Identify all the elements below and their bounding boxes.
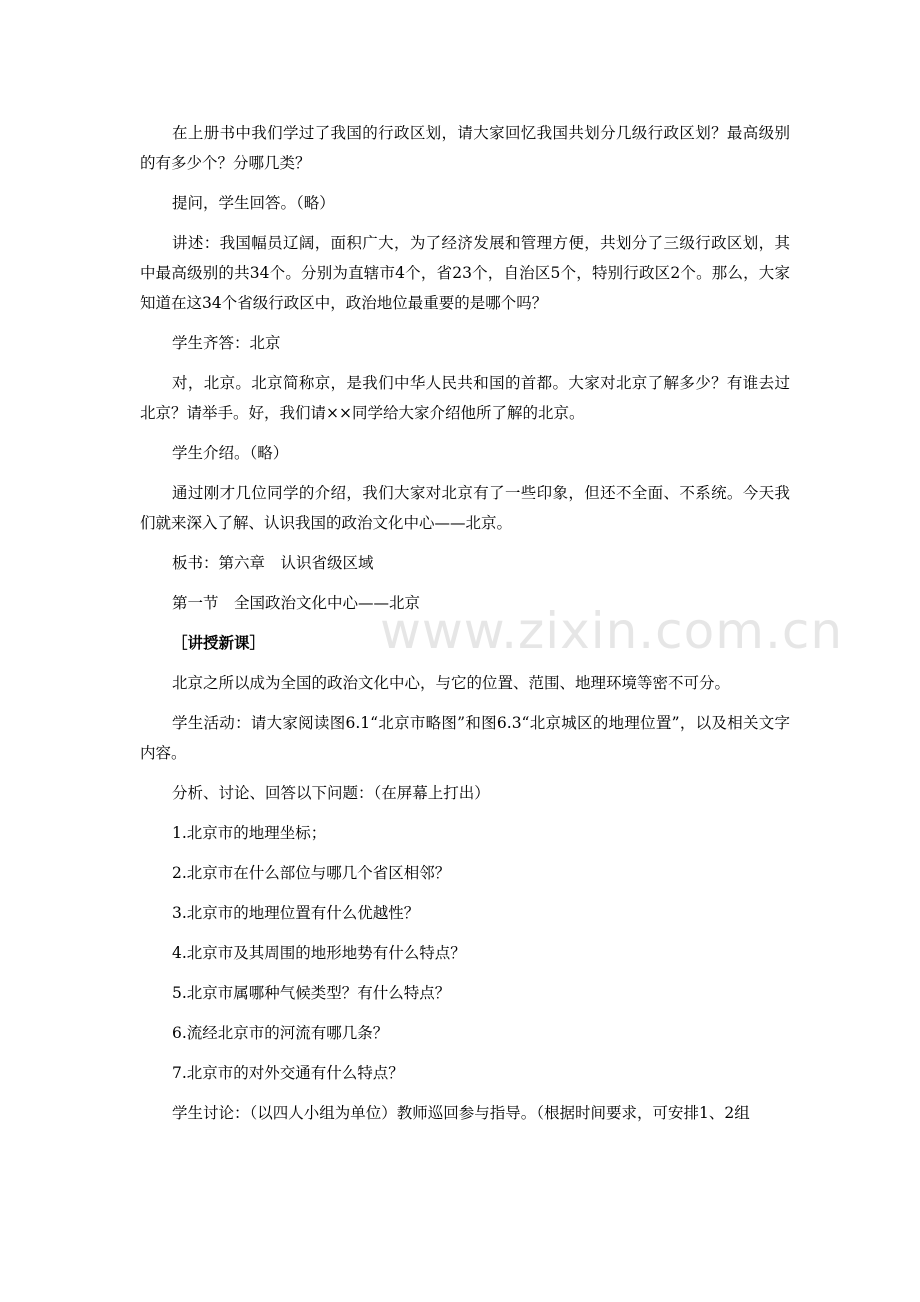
section-heading-new-lesson: ［讲授新课］	[172, 633, 266, 652]
question-item-1: 1.北京市的地理坐标；	[172, 824, 327, 842]
document-body	[140, 118, 790, 1138]
question-item-2: 2.北京市在什么部位与哪几个省区相邻？	[172, 864, 451, 882]
paragraph-lesson-intro: 北京之所以成为全国的政治文化中心，与它的位置、范围、地理环境等密不可分。	[172, 674, 731, 692]
question-item-6: 6.流经北京市的河流有哪几条？	[172, 1024, 389, 1042]
paragraph-beijing-intro: 对，北京。北京简称京，是我们中华人民共和国的首都。大家对北京了解多少？有谁去过北京？请举手。好，我们请××同学给大家介绍他所了解的北京。	[140, 374, 790, 422]
question-item-5: 5.北京市属哪种气候类型？有什么特点？	[172, 984, 451, 1002]
question-item-7: 7.北京市的对外交通有什么特点？	[172, 1064, 404, 1082]
paragraph-board-section: 第一节 全国政治文化中心——北京	[172, 594, 421, 612]
paragraph-student-answer: 提问，学生回答。（略）	[172, 194, 335, 212]
paragraph-review-question: 在上册书中我们学过了我国的行政区划，请大家回忆我国共划分几级行政区划？最高级别的有多少个？分哪几类？	[140, 124, 790, 172]
paragraph-student-activity: 学生活动：请大家阅读图6.1“北京市略图”和图6.3“北京城区的地理位置”，以及相关文字内容。	[140, 714, 790, 762]
paragraph-student-discussion: 学生讨论：（以四人小组为单位）教师巡回参与指导。（根据时间要求，可安排1、2组	[172, 1104, 750, 1122]
watermark-text: www.zixin.com.cn	[380, 602, 844, 660]
paragraph-discussion-prompt: 分析、讨论、回答以下问题：（在屏幕上打出）	[172, 784, 490, 802]
question-item-3: 3.北京市的地理位置有什么优越性？	[172, 904, 420, 922]
paragraph-student-intro: 学生介绍。（略）	[172, 444, 289, 462]
paragraph-board-chapter: 板书：第六章 认识省级区域	[172, 554, 374, 572]
paragraph-chorus-answer: 学生齐答：北京	[172, 334, 281, 352]
paragraph-transition: 通过刚才几位同学的介绍，我们大家对北京有了一些印象，但还不全面、不系统。今天我们就来深入了解、认识我国的政治文化中心——北京。	[140, 484, 790, 532]
question-item-4: 4.北京市及其周围的地形地势有什么特点？	[172, 944, 466, 962]
paragraph-lecture: 讲述：我国幅员辽阔，面积广大，为了经济发展和管理方便，共划分了三级行政区划，其中最高级别的共34个。分别为直辖市4个，省23个，自治区5个，特别行政区2个。那么，大家知道在这34个省级行政区中，政治地位最重要的是哪个吗？	[140, 234, 790, 312]
